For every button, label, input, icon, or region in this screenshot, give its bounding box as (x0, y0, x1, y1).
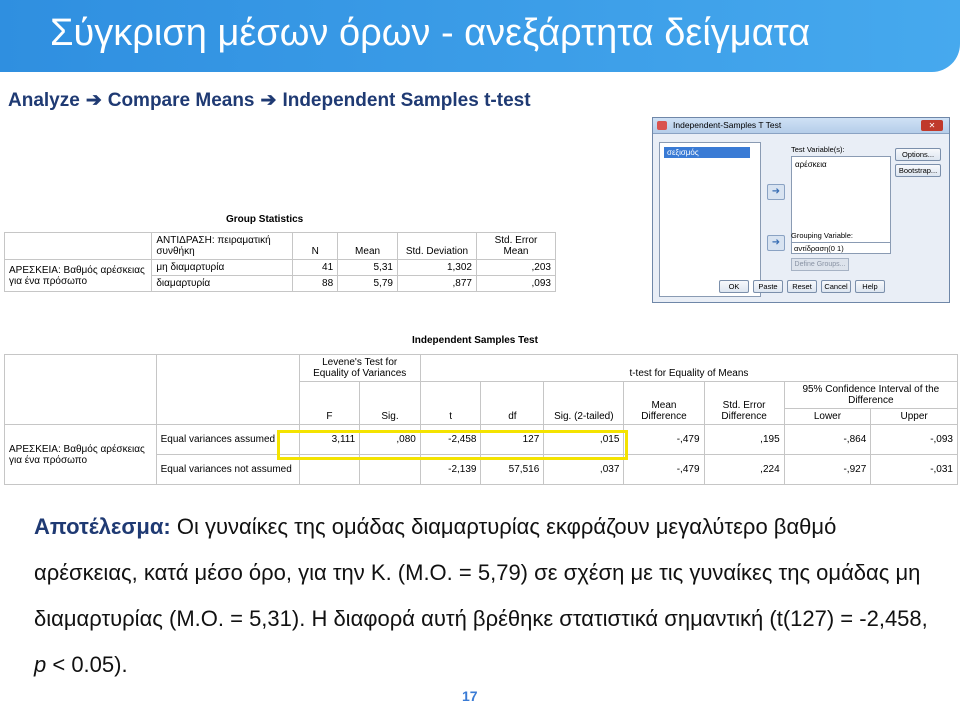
header-se-diff: Std. Error Difference (704, 382, 784, 425)
cell-upper: -,093 (871, 425, 958, 455)
row-header-label: ΑΡΕΣΚΕΙΑ: Βαθμός αρέσκειας για ένα πρόσωπο (5, 425, 157, 485)
table-corner (5, 233, 152, 260)
dialog-titlebar (653, 118, 949, 134)
header-sig: Sig. (360, 382, 421, 425)
header-mean: Mean (338, 233, 398, 260)
header-t: t (420, 382, 481, 425)
header-n: N (293, 233, 338, 260)
ok-button[interactable]: OK (719, 280, 749, 293)
ttest-header: t-test for Equality of Means (420, 355, 957, 382)
group-stats-title: Group Statistics (226, 214, 304, 225)
cell-t: -2,458 (420, 425, 481, 455)
p-symbol: p (34, 652, 47, 677)
options-button[interactable]: Options... (895, 148, 941, 161)
cell-n: 41 (293, 260, 338, 276)
move-right-arrow-icon[interactable]: ➜ (767, 184, 785, 200)
header-se: Std. Error Mean (476, 233, 555, 260)
table-corner (5, 355, 157, 425)
cancel-button[interactable]: Cancel (821, 280, 851, 293)
paste-button[interactable]: Paste (753, 280, 783, 293)
test-variables-label: Test Variable(s): (791, 145, 845, 154)
independent-samples-dialog (652, 117, 950, 303)
arrow-right-icon: ➔ (260, 90, 277, 111)
dialog-title: Independent-Samples T Test (673, 120, 782, 130)
menu-path-step-1: Analyze (8, 90, 80, 111)
variance-label: Equal variances not assumed (156, 455, 299, 485)
arrow-right-icon: ➔ (85, 90, 102, 111)
cell-lower: -,864 (784, 425, 871, 455)
cell-se: ,203 (476, 260, 555, 276)
header-mean-diff: Mean Difference (624, 382, 704, 425)
help-button[interactable]: Help (855, 280, 885, 293)
cell-sd: ,877 (397, 276, 476, 292)
menu-path (8, 89, 531, 112)
cell-mean: 5,31 (338, 260, 398, 276)
bootstrap-button[interactable]: Bootstrap... (895, 164, 941, 177)
cell-se: ,093 (476, 276, 555, 292)
result-label: Αποτέλεσμα: (34, 514, 171, 539)
test-variable-item[interactable]: αρέσκεια (795, 160, 827, 169)
cell-p: ,037 (544, 455, 624, 485)
source-variable-list[interactable] (659, 142, 761, 297)
variance-label: Equal variances assumed (156, 425, 299, 455)
page-number: 17 (462, 688, 478, 704)
header-p: Sig. (2-tailed) (544, 382, 624, 425)
reset-button[interactable]: Reset (787, 280, 817, 293)
cell-p: ,015 (544, 425, 624, 455)
cell-n: 88 (293, 276, 338, 292)
independent-test-table (4, 354, 958, 485)
spss-app-icon (657, 121, 667, 130)
group-label: διαμαρτυρία (152, 276, 293, 292)
header-upper: Upper (871, 409, 958, 425)
cell-sd: 1,302 (397, 260, 476, 276)
cell-f: 3,111 (299, 425, 360, 455)
result-paragraph (34, 504, 934, 688)
group-label: μη διαμαρτυρία (152, 260, 293, 276)
group-column-header: ΑΝΤΙΔΡΑΣΗ: πειραματική συνθήκη (152, 233, 293, 260)
cell-df: 127 (481, 425, 544, 455)
independent-test-title: Independent Samples Test (412, 335, 538, 346)
source-variable-item[interactable]: σεξισμός (664, 147, 750, 158)
cell-mean: 5,79 (338, 276, 398, 292)
title-bar (0, 0, 960, 72)
result-text-1: Οι γυναίκες της ομάδας διαμαρτυρίας εκφράζουν μεγαλύτερο βαθμό αρέσκειας, κατά μέσο όρο, για την Κ. (Μ.Ο. = 5,79) σε σχέση με τις γυναίκες της ομάδας μη διαμαρτυρίας (Μ.Ο. = 5,31). Η διαφορά αυτή βρέθηκε στατιστικά σημαντική (t(127) = -2,458, (34, 514, 928, 631)
cell-sig (360, 455, 421, 485)
grouping-variable-field[interactable]: αντίδραση(0 1) (791, 242, 891, 254)
header-sd: Std. Deviation (397, 233, 476, 260)
result-text-2: < 0.05). (46, 652, 128, 677)
cell-se-diff: ,224 (704, 455, 784, 485)
ci-header: 95% Confidence Interval of the Difference (784, 382, 957, 409)
cell-f (299, 455, 360, 485)
cell-se-diff: ,195 (704, 425, 784, 455)
row-header-label: ΑΡΕΣΚΕΙΑ: Βαθμός αρέσκειας για ένα πρόσωπο (5, 260, 152, 292)
cell-upper: -,031 (871, 455, 958, 485)
header-f: F (299, 382, 360, 425)
cell-mean-diff: -,479 (624, 455, 704, 485)
group-stats-table (4, 232, 556, 292)
menu-path-step-2: Compare Means (107, 90, 255, 111)
cell-t: -2,139 (420, 455, 481, 485)
cell-lower: -,927 (784, 455, 871, 485)
menu-path-step-3: Independent Samples t-test (282, 90, 531, 111)
move-right-arrow-icon[interactable]: ➜ (767, 235, 785, 251)
close-icon[interactable]: ✕ (921, 120, 943, 131)
levene-header: Levene's Test for Equality of Variances (299, 355, 420, 382)
table-corner-2 (156, 355, 299, 425)
header-df: df (481, 382, 544, 425)
grouping-variable-label: Grouping Variable: (791, 231, 853, 240)
define-groups-button[interactable]: Define Groups... (791, 258, 849, 271)
cell-df: 57,516 (481, 455, 544, 485)
header-lower: Lower (784, 409, 871, 425)
cell-sig: ,080 (360, 425, 421, 455)
slide-title: Σύγκριση μέσων όρων - ανεξάρτητα δείγματα (50, 12, 811, 54)
cell-mean-diff: -,479 (624, 425, 704, 455)
